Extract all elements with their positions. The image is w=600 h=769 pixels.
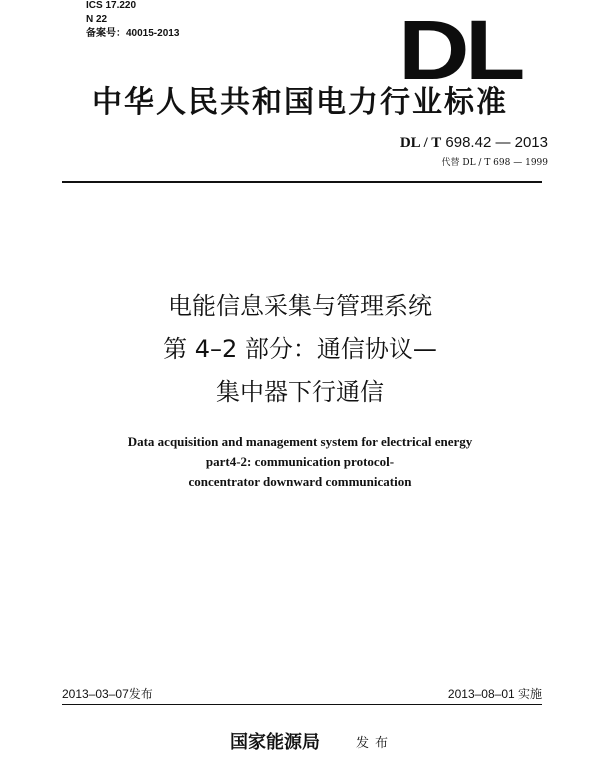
ics-code: ICS 17.220 <box>86 0 137 11</box>
english-title-line-3: concentrator downward communication <box>188 474 412 489</box>
bottom-divider <box>62 704 542 705</box>
chinese-title-line-2: 第 4–2 部分：通信协议— <box>163 335 437 363</box>
english-title-line-2: part4-2: communication protocol- <box>205 454 395 469</box>
chinese-title-line-3: 集中器下行通信 <box>216 378 384 406</box>
standard-number <box>400 134 548 152</box>
standard-number-value: 698.42 — 2013 <box>441 134 548 151</box>
chinese-title-line-1: 电能信息采集与管理系统 <box>168 292 432 320</box>
standard-number-prefix: DL / T <box>399 135 442 151</box>
record-number: 备案号：40015-2013 <box>86 28 180 39</box>
publish-date: 2013–03–07发布 <box>62 687 153 701</box>
classification-code: N 22 <box>86 14 108 25</box>
standard-category-title: 中华人民共和国电力行业标准 <box>92 85 508 120</box>
english-title-line-1: Data acquisition and management system for electrical energy <box>127 434 473 449</box>
top-divider <box>62 181 542 183</box>
dl-logo: DL <box>398 3 521 97</box>
implementation-date: 2013–08–01 实施 <box>447 687 542 701</box>
issue-label: 发布 <box>356 736 395 751</box>
replaces-standard: 代替 DL / T 698 — 1999 <box>441 158 548 168</box>
issuing-authority: 国家能源局 <box>230 732 320 753</box>
